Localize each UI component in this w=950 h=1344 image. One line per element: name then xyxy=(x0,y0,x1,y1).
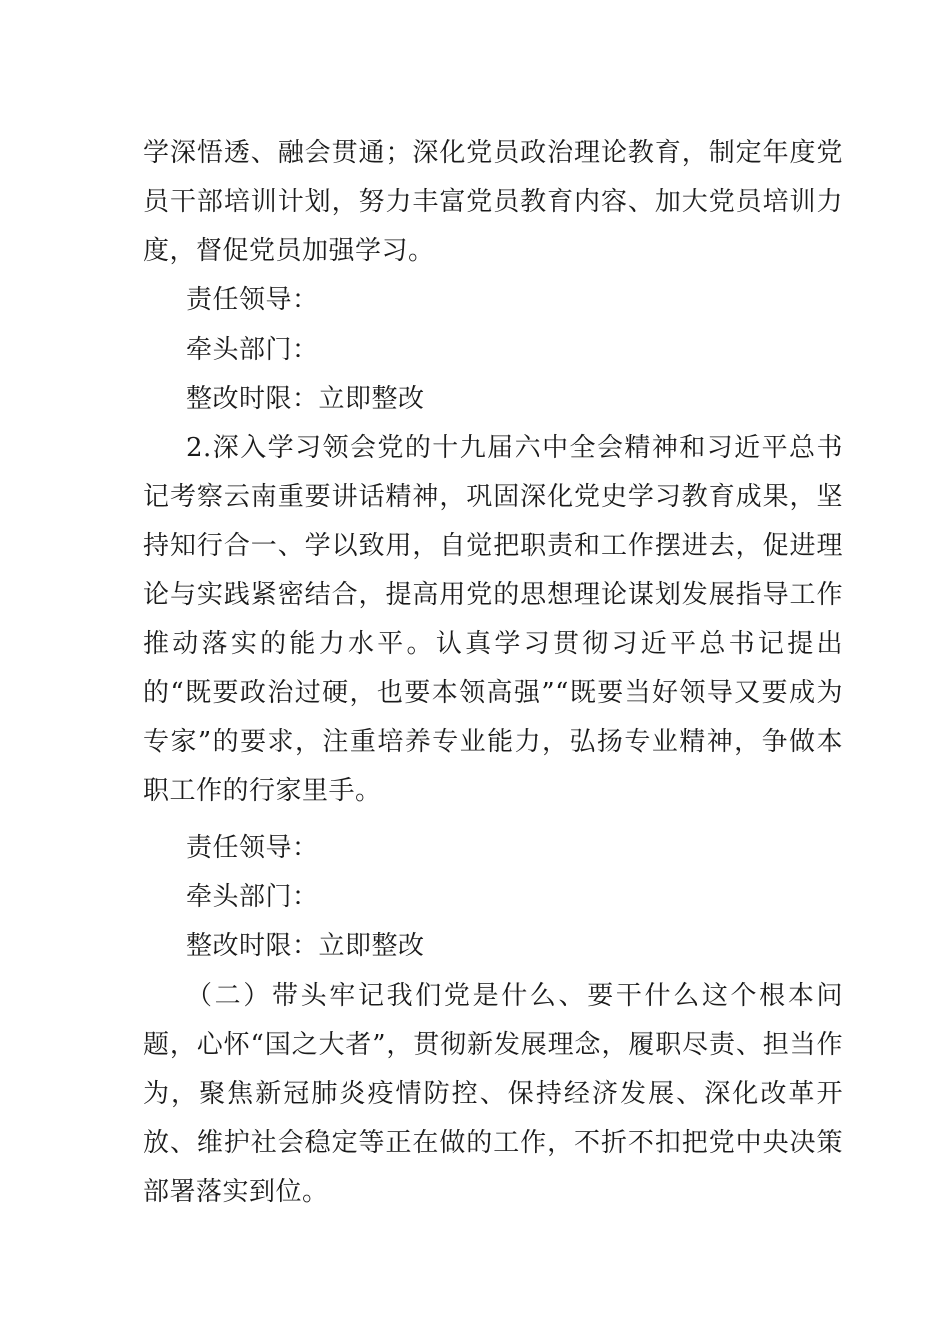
item2-paragraph: 2.深入学习领会党的十九届六中全会精神和习近平总书记考察云南重要讲话精神，巩固深化党史学习教育成果，坚持知行合一、学以致用，自觉把职责和工作摆进去，促进理论与实践紧密结合，提高用党的思想理论谋划发展指导工作推动落实的能力水平。认真学习贯彻习近平总书记提出的“既要政治过硬，也要本领高强”“既要当好领导又要成为专家”的要求，注重培养专业能力，弘扬专业精神，争做本职工作的行家里手。 xyxy=(143,433,843,806)
item2-responsible-leader: 责任领导： xyxy=(186,833,319,863)
item1-responsible-leader: 责任领导： xyxy=(186,285,319,315)
item2-deadline: 整改时限：立即整改 xyxy=(186,931,425,961)
item2-lead-department: 牵头部门： xyxy=(186,882,319,912)
item1-lead-department: 牵头部门： xyxy=(186,335,319,365)
item1-deadline: 整改时限：立即整改 xyxy=(186,384,425,414)
section-two-paragraph: （二）带头牢记我们党是什么、要干什么这个根本问题，心怀“国之大者”，贯彻新发展理念，履职尽责、担当作为，聚焦新冠肺炎疫情防控、保持经济发展、深化改革开放、维护社会稳定等正在做的工作，不折不扣把党中央决策部署落实到位。 xyxy=(143,981,843,1207)
paragraph-continuation: 学深悟透、融会贯通；深化党员政治理论教育，制定年度党员干部培训计划，努力丰富党员教育内容、加大党员培训力度，督促党员加强学习。 xyxy=(143,138,843,266)
